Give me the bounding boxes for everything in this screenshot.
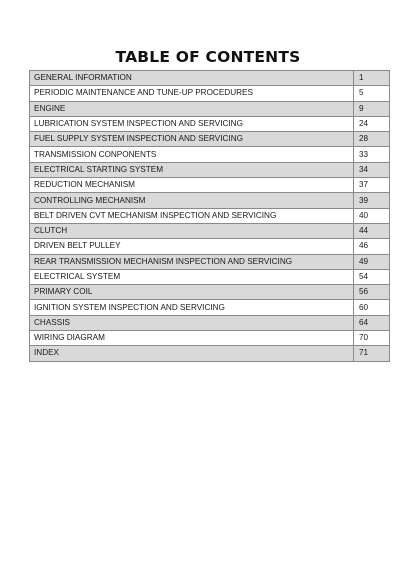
toc-row[interactable] bbox=[30, 86, 390, 101]
toc-entry-title: IGNITION SYSTEM INSPECTION AND SERVICING bbox=[30, 300, 354, 315]
toc-entry-page: 37 bbox=[354, 178, 390, 193]
toc-row[interactable] bbox=[30, 254, 390, 269]
toc-entry-page: 5 bbox=[354, 86, 390, 101]
toc-entry-title: TRANSMISSION CONPONENTS bbox=[30, 147, 354, 162]
toc-row[interactable] bbox=[30, 208, 390, 223]
toc-entry-page: 71 bbox=[354, 346, 390, 361]
toc-entry-page: 1 bbox=[354, 71, 390, 86]
toc-row[interactable] bbox=[30, 346, 390, 361]
toc-row[interactable] bbox=[30, 193, 390, 208]
toc-entry-page: 39 bbox=[354, 193, 390, 208]
toc-row[interactable] bbox=[30, 101, 390, 116]
toc-entry-page: 44 bbox=[354, 223, 390, 238]
table-of-contents bbox=[29, 70, 390, 362]
toc-entry-title: DRIVEN BELT PULLEY bbox=[30, 239, 354, 254]
toc-entry-page: 33 bbox=[354, 147, 390, 162]
toc-entry-page: 60 bbox=[354, 300, 390, 315]
toc-row[interactable] bbox=[30, 239, 390, 254]
toc-entry-page: 9 bbox=[354, 101, 390, 116]
toc-row[interactable] bbox=[30, 116, 390, 131]
toc-entry-page: 28 bbox=[354, 132, 390, 147]
toc-row[interactable] bbox=[30, 178, 390, 193]
toc-entry-title: ELECTRICAL SYSTEM bbox=[30, 269, 354, 284]
toc-row[interactable] bbox=[30, 223, 390, 238]
toc-entry-title: REDUCTION MECHANISM bbox=[30, 178, 354, 193]
toc-entry-page: 40 bbox=[354, 208, 390, 223]
toc-row[interactable] bbox=[30, 132, 390, 147]
toc-entry-title: CLUTCH bbox=[30, 223, 354, 238]
toc-entry-page: 46 bbox=[354, 239, 390, 254]
toc-row[interactable] bbox=[30, 285, 390, 300]
toc-entry-title: PRIMARY COIL bbox=[30, 285, 354, 300]
toc-entry-title: BELT DRIVEN CVT MECHANISM INSPECTION AND SERVICING bbox=[30, 208, 354, 223]
toc-entry-title: ELECTRICAL STARTING SYSTEM bbox=[30, 162, 354, 177]
toc-entry-page: 56 bbox=[354, 285, 390, 300]
toc-entry-page: 54 bbox=[354, 269, 390, 284]
toc-entry-title: WIRING DIAGRAM bbox=[30, 331, 354, 346]
toc-entry-title: FUEL SUPPLY SYSTEM INSPECTION AND SERVICING bbox=[30, 132, 354, 147]
toc-row[interactable] bbox=[30, 300, 390, 315]
toc-entry-title: LUBRICATION SYSTEM INSPECTION AND SERVICING bbox=[30, 116, 354, 131]
toc-entry-title: INDEX bbox=[30, 346, 354, 361]
toc-entry-page: 49 bbox=[354, 254, 390, 269]
toc-entry-title: PERIODIC MAINTENANCE AND TUNE-UP PROCEDURES bbox=[30, 86, 354, 101]
page-title: TABLE OF CONTENTS bbox=[115, 48, 301, 66]
toc-row[interactable] bbox=[30, 71, 390, 86]
toc-entry-title: CONTROLLING MECHANISM bbox=[30, 193, 354, 208]
toc-entry-title: CHASSIS bbox=[30, 315, 354, 330]
toc-row[interactable] bbox=[30, 315, 390, 330]
toc-entry-page: 64 bbox=[354, 315, 390, 330]
toc-entry-title: GENERAL INFORMATION bbox=[30, 71, 354, 86]
toc-row[interactable] bbox=[30, 269, 390, 284]
toc-body bbox=[30, 71, 390, 362]
toc-entry-title: REAR TRANSMISSION MECHANISM INSPECTION AND SERVICING bbox=[30, 254, 354, 269]
toc-row[interactable] bbox=[30, 147, 390, 162]
toc-entry-page: 24 bbox=[354, 116, 390, 131]
toc-entry-title: ENGINE bbox=[30, 101, 354, 116]
toc-row[interactable] bbox=[30, 162, 390, 177]
toc-row[interactable] bbox=[30, 331, 390, 346]
toc-entry-page: 70 bbox=[354, 331, 390, 346]
toc-entry-page: 34 bbox=[354, 162, 390, 177]
